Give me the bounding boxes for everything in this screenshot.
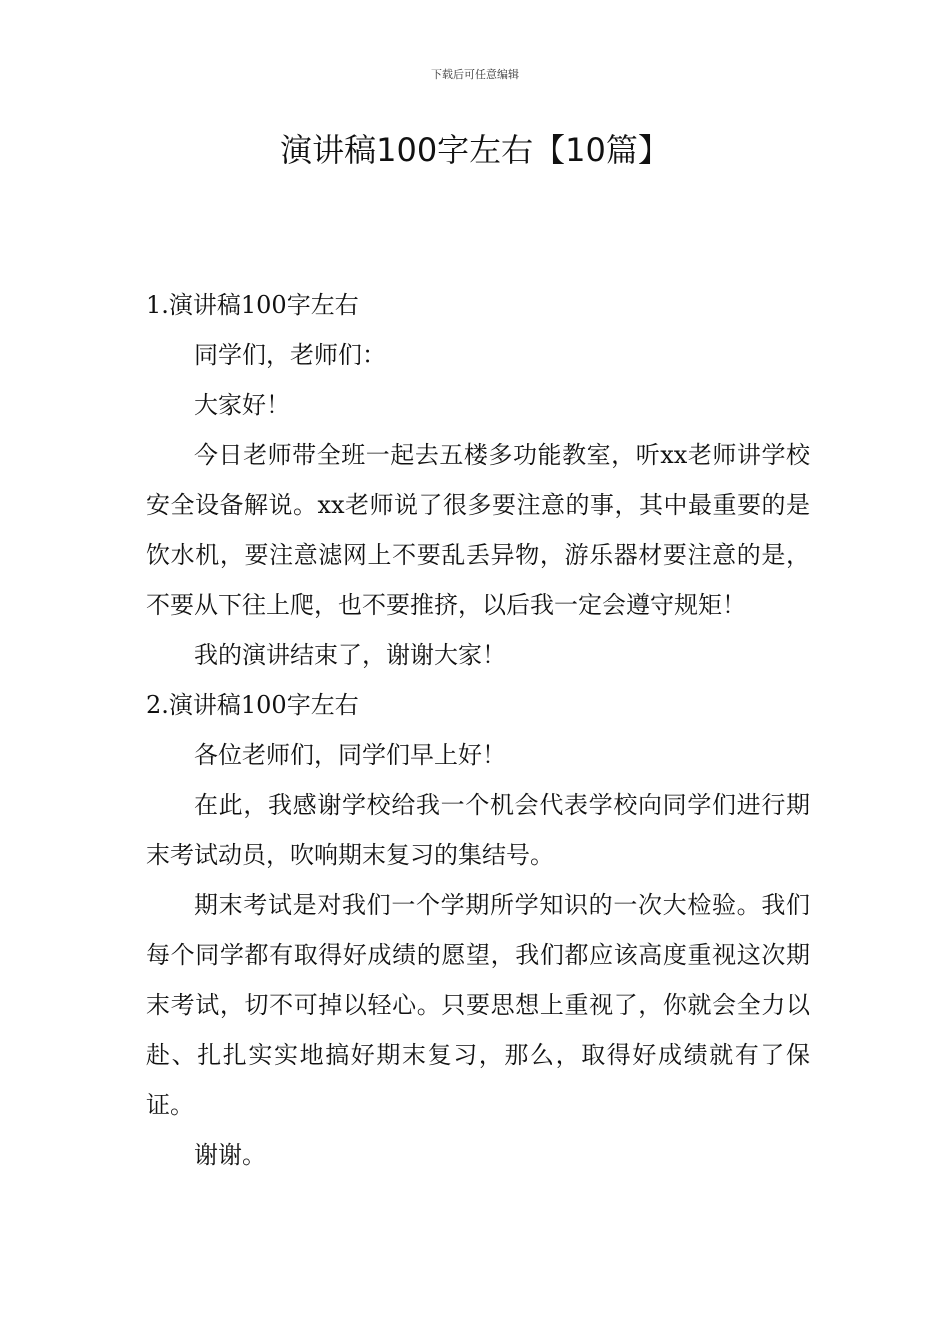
section-heading: 1.演讲稿100字左右 <box>146 291 359 319</box>
paragraph: 谢谢。 <box>194 1141 266 1169</box>
section-heading: 2.演讲稿100字左右 <box>146 691 359 719</box>
document-body <box>146 280 810 1180</box>
header-note: 下载后可任意编辑 <box>431 68 519 81</box>
paragraph: 今日老师带全班一起去五楼多功能教室，听xx老师讲学校安全设备解说。xx老师说了很多要注意的事，其中最重要的是饮水机，要注意滤网上不要乱丢异物，游乐器材要注意的是，不要从下往上爬，也不要推挤，以后我一定会遵守规矩！ <box>146 441 810 619</box>
paragraph: 期末考试是对我们一个学期所学知识的一次大检验。我们每个同学都有取得好成绩的愿望，我们都应该高度重视这次期末考试，切不可掉以轻心。只要思想上重视了，你就会全力以赴、扎扎实实地搞好期末复习，那么，取得好成绩就有了保证。 <box>146 891 810 1119</box>
document-title: 演讲稿100字左右【10篇】 <box>280 131 670 169</box>
paragraph: 大家好！ <box>194 391 290 419</box>
paragraph: 在此，我感谢学校给我一个机会代表学校向同学们进行期末考试动员，吹响期末复习的集结号。 <box>146 791 810 869</box>
paragraph: 我的演讲结束了，谢谢大家！ <box>194 641 506 669</box>
paragraph: 同学们，老师们： <box>194 341 386 369</box>
section-1 <box>146 280 810 680</box>
section-2 <box>146 680 810 1180</box>
paragraph: 各位老师们，同学们早上好！ <box>194 741 506 769</box>
